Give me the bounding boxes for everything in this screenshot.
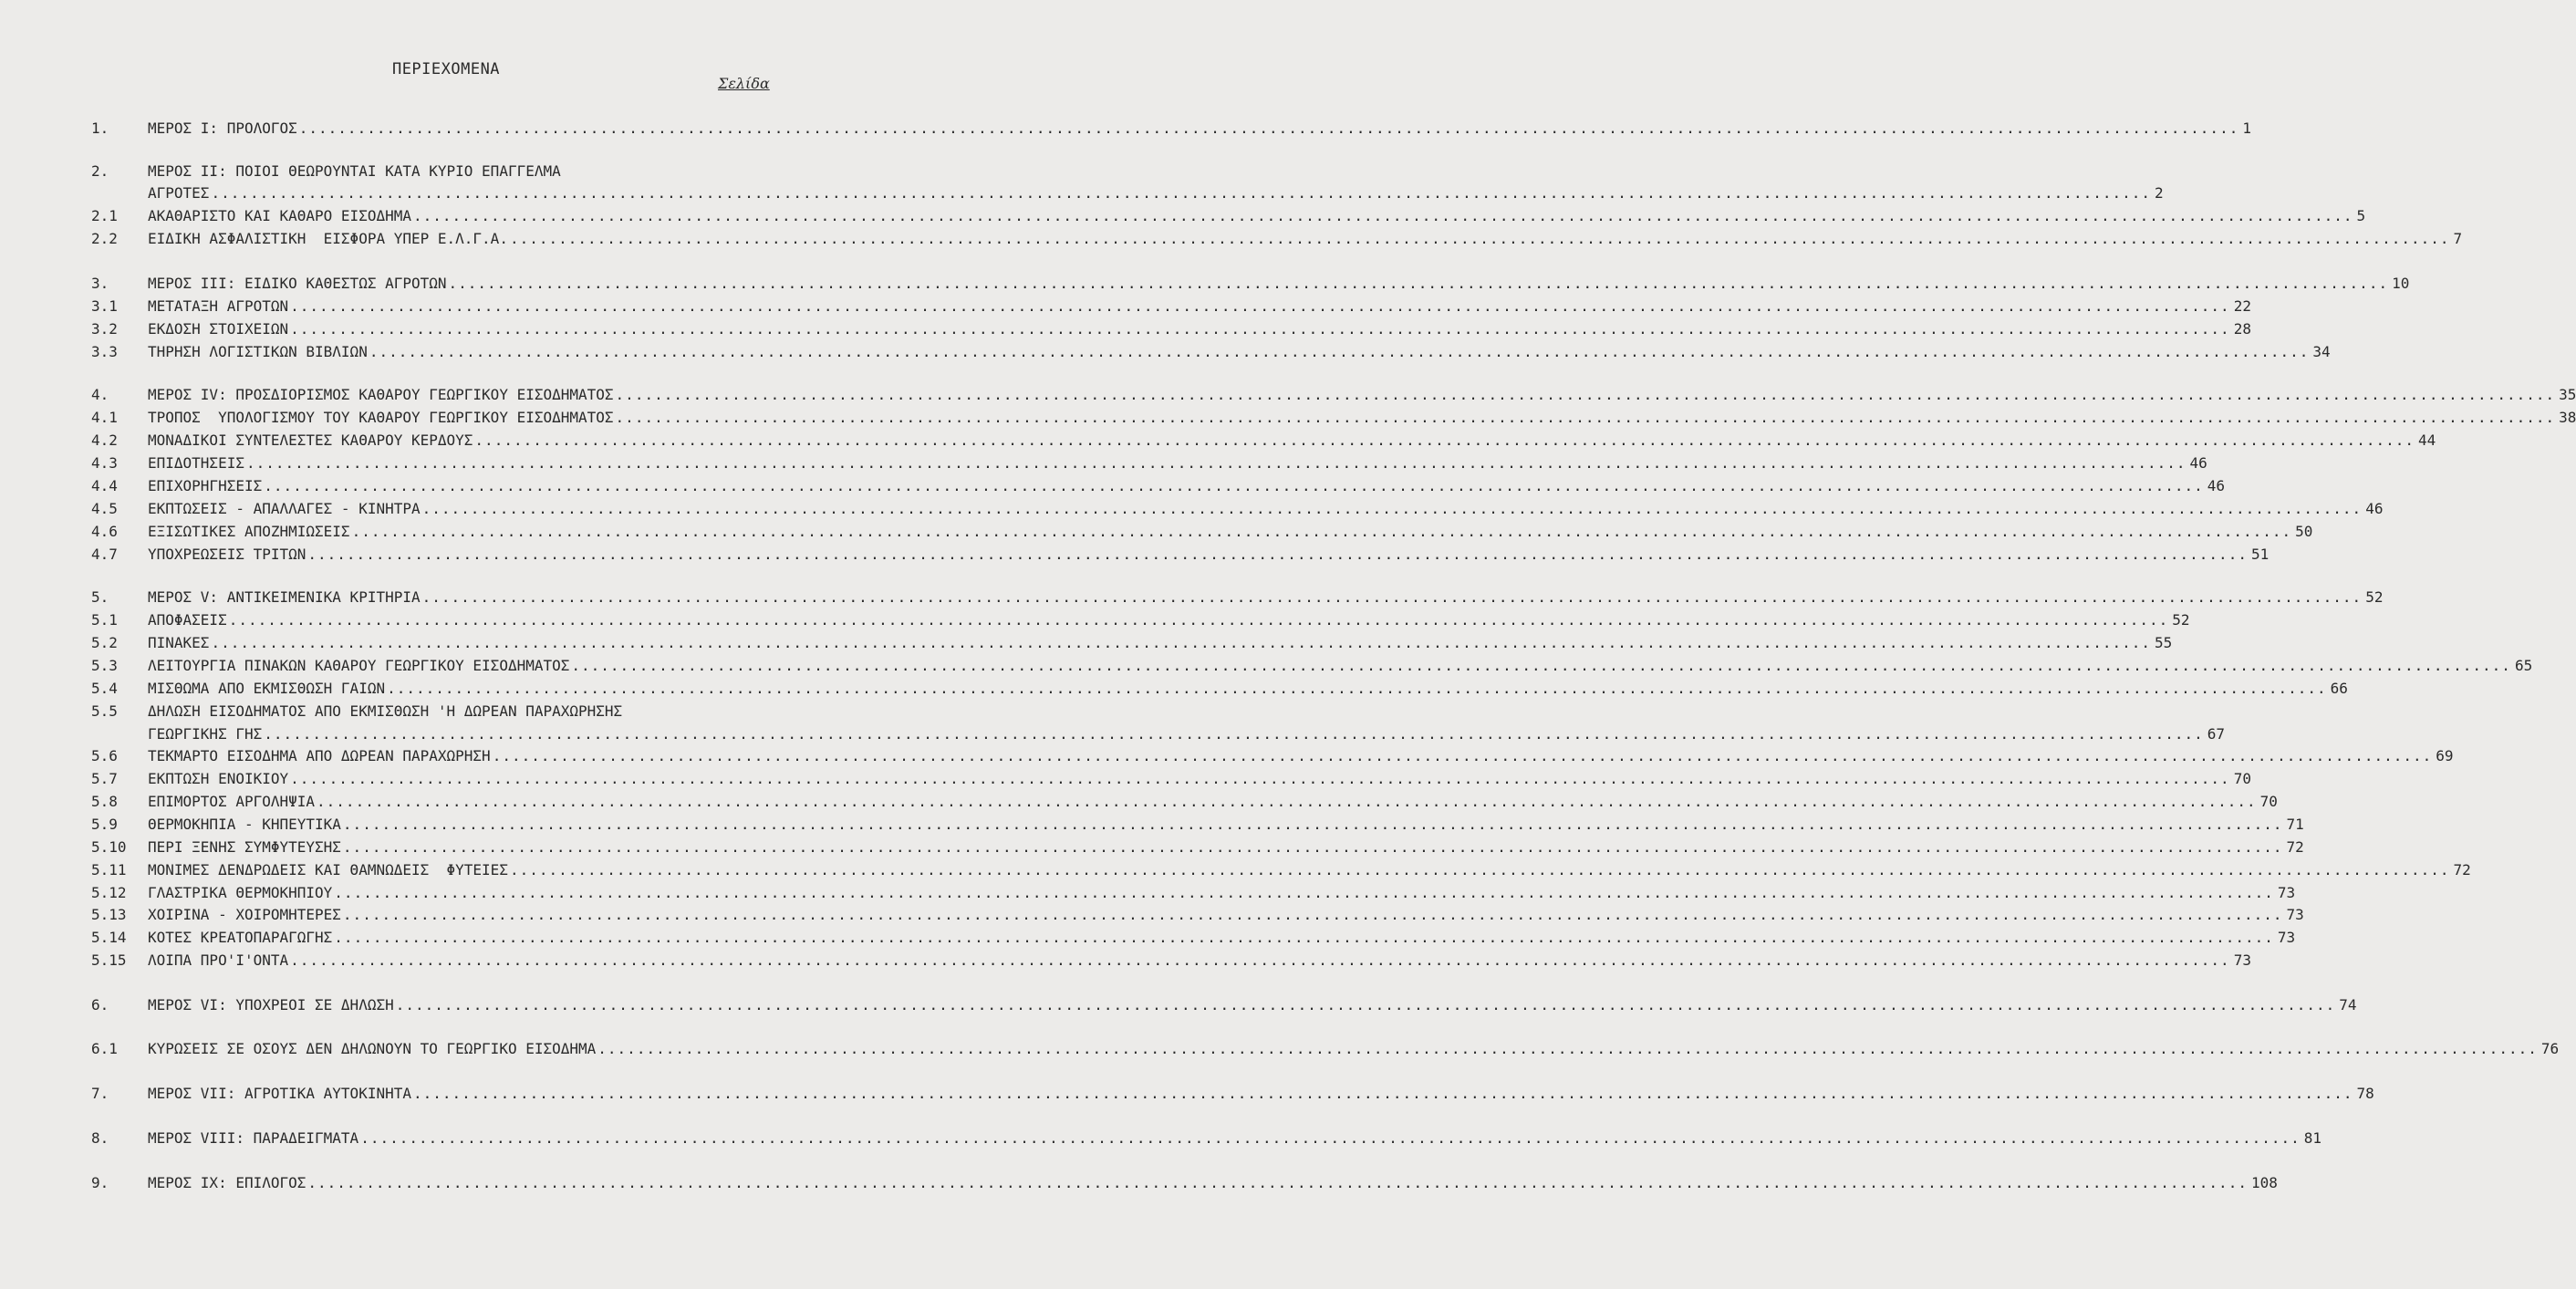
toc-entry-number: 3. bbox=[91, 275, 109, 292]
dot-leader: ........................................................................................................................................................................................................ bbox=[298, 120, 2239, 137]
toc-entry-number: 8. bbox=[91, 1129, 109, 1147]
toc-entry-title: ΜΟΝΑΔΙΚΟΙ ΣΥΝΤΕΛΕΣΤΕΣ ΚΑΘΑΡΟΥ ΚΕΡΔΟΥΣ bbox=[148, 431, 473, 449]
toc-entry-title: ΤΗΡΗΣΗ ΛΟΓΙΣΤΙΚΩΝ ΒΙΒΛΙΩΝ bbox=[148, 343, 368, 360]
toc-entry-title: ΕΙΔΙΚΗ ΑΣΦΑΛΙΣΤΙΚΗ ΕΙΣΦΟΡΑ ΥΠΕΡ Ε.Λ.Γ.Α. bbox=[148, 230, 508, 247]
dot-leader: ........................................................................................................................................................................................................ bbox=[307, 546, 2248, 563]
toc-entry-page: 35 bbox=[2559, 386, 2576, 403]
dot-leader: ........................................................................................................................................................................................................ bbox=[421, 500, 2363, 517]
toc-entry-title: ΓΕΩΡΓΙΚΗΣ ΓΗΣ bbox=[148, 725, 263, 743]
dot-leader: ........................................................................................................................................................................................................ bbox=[290, 320, 2230, 338]
toc-entry-number: 5.7 bbox=[91, 770, 118, 787]
toc-entry-page: 55 bbox=[2155, 634, 2173, 651]
toc-entry-title: ΕΠΙΜΟΡΤΟΣ ΑΡΓΟΛΗΨΙΑ bbox=[148, 793, 316, 810]
toc-entry-title: ΕΠΙΔΟΤΗΣΕΙΣ bbox=[148, 454, 244, 472]
dot-leader: ........................................................................................................................................................................................................ bbox=[509, 861, 2450, 878]
toc-entry-title: ΤΡΟΠΟΣ ΥΠΟΛΟΓΙΣΜΟΥ ΤΟΥ ΚΑΘΑΡΟΥ ΓΕΩΡΓΙΚΟΥ ΕΙΣΟΔΗΜΑΤΟΣ bbox=[148, 409, 614, 426]
toc-entry-title: ΠΕΡΙ ΞΕΝΗΣ ΣΥΜΦΥΤΕΥΣΗΣ bbox=[148, 838, 341, 856]
toc-entry-title: ΑΓΡΟΤΕΣ bbox=[148, 184, 210, 202]
toc-entry-page: 70 bbox=[2259, 793, 2278, 810]
toc-entry-number: 7. bbox=[91, 1085, 109, 1102]
toc-entry-page: 73 bbox=[2277, 884, 2296, 901]
toc-entry-page: 73 bbox=[2233, 951, 2251, 969]
toc-entry-number: 2.1 bbox=[91, 207, 118, 224]
toc-entry-page: 7 bbox=[2453, 230, 2463, 247]
toc-entry-number: 5.13 bbox=[91, 906, 127, 923]
page-title: ΠΕΡΙΕΧΟΜΕΝΑ bbox=[391, 60, 501, 78]
toc-entry-number: 4. bbox=[91, 386, 109, 403]
toc-entry-page: 46 bbox=[2207, 477, 2226, 494]
toc-entry-page: 50 bbox=[2295, 523, 2313, 540]
dot-leader: ........................................................................................................................................................................................................ bbox=[615, 386, 2556, 403]
toc-entry-title: ΕΞΙΣΩΤΙΚΕΣ ΑΠΟΖΗΜΙΩΣΕΙΣ bbox=[148, 523, 350, 540]
dot-leader: ........................................................................................................................................................................................................ bbox=[412, 1085, 2353, 1102]
toc-entry-number: 4.4 bbox=[91, 477, 118, 494]
dot-leader: ........................................................................................................................................................................................................ bbox=[317, 793, 2257, 810]
toc-entry-number: 2. bbox=[91, 162, 109, 180]
toc-entry-title: ΜΕΤΑΤΑΞΗ ΑΓΡΟΤΩΝ bbox=[148, 297, 289, 315]
toc-entry-page: 67 bbox=[2207, 725, 2226, 743]
toc-entry-title: ΛΟΙΠΑ ΠΡΟ'Ι'ΟΝΤΑ bbox=[148, 951, 289, 969]
toc-entry-number: 6. bbox=[91, 996, 109, 1014]
dot-leader: ........................................................................................................................................................................................................ bbox=[342, 906, 2283, 923]
toc-entry-title: ΔΗΛΩΣΗ ΕΙΣΟΔΗΜΑΤΟΣ ΑΠΟ ΕΚΜΙΣΘΩΣΗ 'Η ΔΩΡΕΑΝ ΠΑΡΑΧΩΡΗΣΗΣ bbox=[148, 702, 623, 720]
toc-entry-number: 5. bbox=[91, 588, 109, 606]
toc-entry-page: 73 bbox=[2277, 929, 2296, 946]
toc-entry-title: ΕΠΙΧΟΡΗΓΗΣΕΙΣ bbox=[148, 477, 263, 494]
toc-entry-number: 6.1 bbox=[91, 1040, 118, 1057]
toc-entry-title: ΜΕΡΟΣ IV: ΠΡΟΣΔΙΟΡΙΣΜΟΣ ΚΑΘΑΡΟΥ ΓΕΩΡΓΙΚΟΥ ΕΙΣΟΔΗΜΑΤΟΣ bbox=[148, 386, 614, 403]
toc-entry-title: ΓΛΑΣΤΡΙΚΑ ΘΕΡΜΟΚΗΠΙΟΥ bbox=[148, 884, 333, 901]
toc-entry-title: ΧΟΙΡΙΝΑ - ΧΟΙΡΟΜΗΤΕΡΕΣ bbox=[148, 906, 341, 923]
toc-entry-number: 5.2 bbox=[91, 634, 118, 651]
toc-entry-number: 4.5 bbox=[91, 500, 118, 517]
toc-entry-page: 5 bbox=[2356, 207, 2366, 224]
toc-entry-page: 34 bbox=[2312, 343, 2331, 360]
toc-entry-title: ΜΕΡΟΣ ΙΧ: ΕΠΙΛΟΓΟΣ bbox=[148, 1174, 306, 1191]
toc-entry-page: 69 bbox=[2436, 747, 2454, 764]
toc-entry-number: 5.10 bbox=[91, 838, 127, 856]
toc-entry-number: 4.1 bbox=[91, 409, 118, 426]
toc-entry-title: ΑΚΑΘΑΡΙΣΤΟ ΚΑΙ ΚΑΘΑΡΟ ΕΙΣΟΔΗΜΑ bbox=[148, 207, 411, 224]
dot-leader: ........................................................................................................................................................................................................ bbox=[228, 611, 2169, 629]
dot-leader: ........................................................................................................................................................................................................ bbox=[421, 588, 2363, 606]
dot-leader: ........................................................................................................................................................................................................ bbox=[307, 1174, 2248, 1191]
toc-entry-page: 10 bbox=[2392, 275, 2410, 292]
dot-leader: ........................................................................................................................................................................................................ bbox=[395, 996, 2336, 1014]
dot-leader: ........................................................................................................................................................................................................ bbox=[342, 838, 2283, 856]
toc-entry-title: ΜΕΡΟΣ VI: ΥΠΟΧΡΕΟΙ ΣΕ ΔΗΛΩΣΗ bbox=[148, 996, 394, 1014]
toc-entry-number: 3.2 bbox=[91, 320, 118, 338]
toc-entry-number: 5.12 bbox=[91, 884, 127, 901]
toc-entry-page: 22 bbox=[2233, 297, 2251, 315]
toc-entry-number: 3.1 bbox=[91, 297, 118, 315]
dot-leader: ........................................................................................................................................................................................................ bbox=[290, 770, 2230, 787]
toc-entry-number: 4.2 bbox=[91, 431, 118, 449]
toc-entry-page: 71 bbox=[2286, 816, 2304, 833]
toc-entry-number: 5.11 bbox=[91, 861, 127, 878]
dot-leader: ........................................................................................................................................................................................................ bbox=[615, 409, 2556, 426]
toc-entry-number: 3.3 bbox=[91, 343, 118, 360]
dot-leader: ........................................................................................................................................................................................................ bbox=[290, 951, 2230, 969]
toc-entry-page: 108 bbox=[2250, 1174, 2278, 1191]
toc-entry-number: 5.14 bbox=[91, 929, 127, 946]
toc-entry-page: 72 bbox=[2286, 838, 2304, 856]
toc-entry-page: 38 bbox=[2559, 409, 2576, 426]
toc-entry-title: ΜΙΣΘΩΜΑ ΑΠΟ ΕΚΜΙΣΘΩΣΗ ΓΑΙΩΝ bbox=[148, 680, 386, 697]
toc-entry-page: 70 bbox=[2233, 770, 2251, 787]
toc-entry-page: 51 bbox=[2250, 546, 2270, 563]
toc-entry-page: 28 bbox=[2233, 320, 2251, 338]
toc-entry-page: 78 bbox=[2356, 1085, 2374, 1102]
toc-entry-title: ΜΕΡΟΣ ΙΙ: ΠΟΙΟΙ ΘΕΩΡΟΥΝΤΑΙ ΚΑΤΑ ΚΥΡΙΟ ΕΠΑΓΓΕΛΜΑ bbox=[148, 162, 561, 180]
toc-entry-page: 81 bbox=[2303, 1129, 2322, 1147]
dot-leader: ........................................................................................................................................................................................................ bbox=[474, 431, 2415, 449]
toc-entry-number: 5.5 bbox=[91, 702, 118, 720]
dot-leader: ........................................................................................................................................................................................................ bbox=[334, 884, 2274, 901]
toc-entry-number: 5.3 bbox=[91, 657, 118, 674]
toc-entry-page: 46 bbox=[2189, 454, 2207, 472]
toc-entry-number: 4.7 bbox=[91, 546, 118, 563]
dot-leader: ........................................................................................................................................................................................................ bbox=[360, 1129, 2301, 1147]
toc-entry-page: 73 bbox=[2286, 906, 2304, 923]
toc-entry-number: 1. bbox=[91, 120, 109, 137]
toc-entry-title: ΕΚΠΤΩΣΕΙΣ - ΑΠΑΛΛΑΓΕΣ - ΚΙΝΗΤΡΑ bbox=[148, 500, 421, 517]
toc-entry-number: 5.4 bbox=[91, 680, 118, 697]
toc-entry-number: 5.6 bbox=[91, 747, 118, 764]
dot-leader: ........................................................................................................................................................................................................ bbox=[509, 230, 2450, 247]
toc-entry-title: ΕΚΔΟΣΗ ΣΤΟΙΧΕΙΩΝ bbox=[148, 320, 289, 338]
toc-entry-title: ΕΚΠΤΩΣΗ ΕΝΟΙΚΙΟΥ bbox=[148, 770, 289, 787]
toc-entry-title: ΤΕΚΜΑΡΤΟ ΕΙΣΟΔΗΜΑ ΑΠΟ ΔΩΡΕΑΝ ΠΑΡΑΧΩΡΗΣΗ bbox=[148, 747, 491, 764]
toc-entry-title: ΛΕΙΤΟΥΡΓΙΑ ΠΙΝΑΚΩΝ ΚΑΘΑΡΟΥ ΓΕΩΡΓΙΚΟΥ ΕΙΣΟΔΗΜΑΤΟΣ bbox=[148, 657, 570, 674]
toc-entry-page: 72 bbox=[2453, 861, 2471, 878]
dot-leader: ........................................................................................................................................................................................................ bbox=[211, 634, 2151, 651]
toc-entry-number: 5.8 bbox=[91, 793, 118, 810]
dot-leader: ........................................................................................................................................................................................................ bbox=[351, 523, 2292, 540]
toc-entry-title: ΜΟΝΙΜΕΣ ΔΕΝΔΡΩΔΕΙΣ ΚΑΙ ΘΑΜΝΩΔΕΙΣ ΦΥΤΕΙΕΣ bbox=[148, 861, 508, 878]
toc-entry-number: 5.1 bbox=[91, 611, 118, 629]
dot-leader: ........................................................................................................................................................................................................ bbox=[448, 275, 2389, 292]
toc-entry-title: ΜΕΡΟΣ VIII: ΠΑΡΑΔΕΙΓΜΑΤΑ bbox=[148, 1129, 359, 1147]
toc-entry-page: 1 bbox=[2242, 120, 2251, 137]
toc-entry-title: ΘΕΡΜΟΚΗΠΙΑ - ΚΗΠΕΥΤΙΚΑ bbox=[148, 816, 341, 833]
dot-leader: ........................................................................................................................................................................................................ bbox=[412, 207, 2353, 224]
toc-entry-number: 5.15 bbox=[91, 951, 127, 969]
toc-entry-title: ΜΕΡΟΣ ΙΙΙ: ΕΙΔΙΚΟ ΚΑΘΕΣΤΩΣ ΑΓΡΟΤΩΝ bbox=[148, 275, 447, 292]
dot-leader: ........................................................................................................................................................................................................ bbox=[492, 747, 2433, 764]
toc-entry-page: 2 bbox=[2155, 184, 2164, 202]
page-column-label: Σελίδα bbox=[718, 75, 770, 92]
toc-entry-title: ΑΠΟΦΑΣΕΙΣ bbox=[148, 611, 227, 629]
dot-leader: ........................................................................................................................................................................................................ bbox=[571, 657, 2511, 674]
dot-leader: ........................................................................................................................................................................................................ bbox=[290, 297, 2230, 315]
toc-entry-title: ΚΥΡΩΣΕΙΣ ΣΕ ΟΣΟΥΣ ΔΕΝ ΔΗΛΩΝΟΥΝ ΤΟ ΓΕΩΡΓΙΚΟ ΕΙΣΟΔΗΜΑ bbox=[148, 1040, 597, 1057]
toc-entry-number: 2.2 bbox=[91, 230, 118, 247]
toc-entry-page: 52 bbox=[2365, 588, 2384, 606]
toc-entry-page: 66 bbox=[2330, 680, 2348, 697]
dot-leader: ........................................................................................................................................................................................................ bbox=[264, 477, 2204, 494]
toc-entry-title: ΚΟΤΕΣ ΚΡΕΑΤΟΠΑΡΑΓΩΓΗΣ bbox=[148, 929, 333, 946]
toc-entry-page: 65 bbox=[2514, 657, 2533, 674]
dot-leader: ........................................................................................................................................................................................................ bbox=[369, 343, 2310, 360]
toc-entry-title: ΥΠΟΧΡΕΩΣΕΙΣ ΤΡΙΤΩΝ bbox=[148, 546, 306, 563]
dot-leader: ........................................................................................................................................................................................................ bbox=[597, 1040, 2538, 1057]
toc-entry-title: ΜΕΡΟΣ V: ΑΝΤΙΚΕΙΜΕΝΙΚΑ ΚΡΙΤΗΡΙΑ bbox=[148, 588, 421, 606]
toc-entry-title: ΜΕΡΟΣ Ι: ΠΡΟΛΟΓΟΣ bbox=[148, 120, 297, 137]
toc-entry-number: 9. bbox=[91, 1174, 109, 1191]
toc-entry-title: ΜΕΡΟΣ VII: ΑΓΡΟΤΙΚΑ ΑΥΤΟΚΙΝΗΤΑ bbox=[148, 1085, 411, 1102]
toc-entry-page: 76 bbox=[2540, 1040, 2560, 1057]
dot-leader: ........................................................................................................................................................................................................ bbox=[264, 725, 2204, 743]
toc-entry-number: 5.9 bbox=[91, 816, 118, 833]
toc-entry-page: 52 bbox=[2172, 611, 2190, 629]
dot-leader: ........................................................................................................................................................................................................ bbox=[387, 680, 2327, 697]
dot-leader: ........................................................................................................................................................................................................ bbox=[334, 929, 2274, 946]
dot-leader: ........................................................................................................................................................................................................ bbox=[211, 184, 2151, 202]
dot-leader: ........................................................................................................................................................................................................ bbox=[342, 816, 2283, 833]
toc-entry-number: 4.6 bbox=[91, 523, 118, 540]
toc-entry-number: 4.3 bbox=[91, 454, 118, 472]
toc-entry-page: 44 bbox=[2417, 431, 2436, 449]
toc-entry-page: 46 bbox=[2365, 500, 2384, 517]
toc-entry-page: 74 bbox=[2339, 996, 2357, 1014]
toc-entry-title: ΠΙΝΑΚΕΣ bbox=[148, 634, 210, 651]
dot-leader: ........................................................................................................................................................................................................ bbox=[245, 454, 2186, 472]
